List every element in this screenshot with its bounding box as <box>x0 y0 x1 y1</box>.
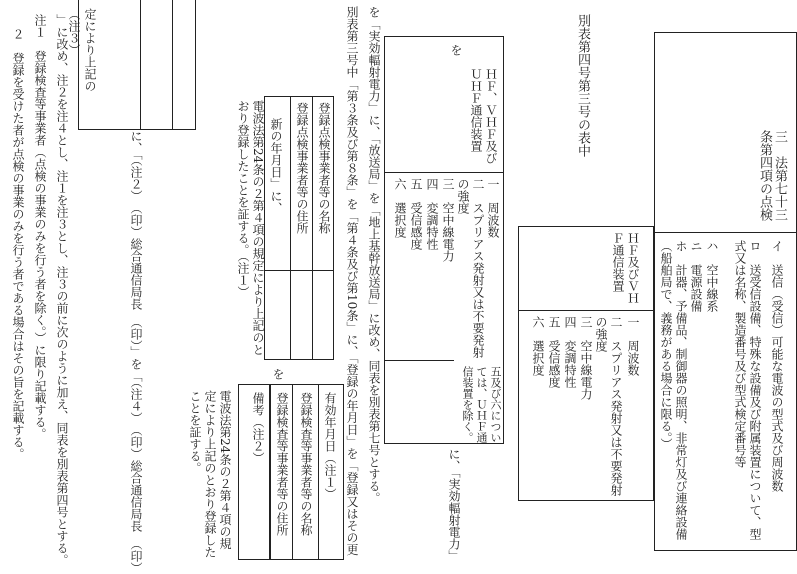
left-partial-col-1 <box>140 0 141 130</box>
left-item-2: 二 スプリアス発射又は不要発射の強度 <box>456 178 485 358</box>
left-item-5: 五 受信感度 <box>409 178 423 250</box>
middle-item-2: 二 スプリアス発射又は不要発射の強度 <box>594 316 623 496</box>
left-item-6: 六 選択度 <box>393 178 407 238</box>
form-a-name: 登録点検事業者等の名称 <box>317 102 331 234</box>
middle-table-head: ＨＦ及びＶＨＦ通信装置 <box>611 232 640 304</box>
form-a-cert: 電波法第24条の２第４項の規定により上記のとおり登録したことを証する。（注１） <box>236 100 265 356</box>
form-a-col-2 <box>312 96 313 360</box>
left-partial-col-2 <box>172 0 173 130</box>
left-table-divider-2 <box>384 360 454 361</box>
middle-item-6: 六 選択度 <box>531 316 545 376</box>
form-a-address: 登録点検事業者等の住所 <box>295 102 309 234</box>
left-partial-line2: （注３） <box>67 8 81 56</box>
right-item-ni: ニ 電源設備 <box>689 240 703 312</box>
middle-item-1: 一 周波数 <box>626 316 640 376</box>
note-2: ２ 登録を受けた者が点検の事業のみを行う者である場合はその旨を記載する。 <box>11 28 25 460</box>
left-table-note: 五及び六については、ＵＨＦ通信装置を除く。 <box>461 366 502 443</box>
left-partial-line1: 定により上記の <box>83 8 97 92</box>
body-line-2: 別表第三号中「第３条及び第８条」を「第４条及び第10条」に、「登録の年月日」を「登録又はその更 <box>345 6 359 556</box>
left-item-3: 三 空中線電力 <box>441 178 455 262</box>
right-item-ro: ロ 送受信設備、特殊な設備及び附属装置について、型式又は名称、製造番号及び型式検定番号等 <box>733 240 762 540</box>
body-line-3: 新の年月日」に、 <box>269 118 283 214</box>
form-b-address: 登録検査等事業者等の住所 <box>275 392 289 536</box>
middle-item-5: 五 受信感度 <box>547 316 561 388</box>
middle-suffix: に、「実効輻射電力」 <box>447 448 461 562</box>
left-item-1: 一 周波数 <box>486 178 500 238</box>
left-item-4: 四 変調特性 <box>425 178 439 250</box>
right-item-ho: ホ 計器、予備品、制御器の照明、非常灯及び連絡設備（船舶局で、義務がある場合に限る。） <box>659 240 688 540</box>
form-b-valid: 有効年月日（注１） <box>323 392 337 500</box>
form-b-name: 登録検査等事業者等の名称 <box>299 392 313 536</box>
middle-item-4: 四 変調特性 <box>563 316 577 388</box>
right-table-title: 三 法第七十三条第四項の点検 <box>757 130 787 221</box>
left-table-divider <box>384 172 504 173</box>
right-table-divider <box>654 232 797 233</box>
body-line-1: を「実効輻射電力」に、「放送局」を「地上基幹放送局」に改め、同表を別表第七号とする。 <box>367 6 381 504</box>
middle-item-3: 三 空中線電力 <box>579 316 593 400</box>
body-line-5: 」に改め、注２を注４とし、注１を注３とし、注３の前に次のように加え、同表を別表第四号とする。 <box>55 14 69 566</box>
form-b-col-2 <box>318 384 319 560</box>
left-table-prefix: を <box>449 44 463 56</box>
betsu-hyo-label: 別表第四号第三号の表中 <box>575 14 590 157</box>
form-b-prefix: を <box>271 368 285 380</box>
body-line-4: に、「（注２） （印）総合通信局長 （印）」を「（注４） （印）総合通信局長 （印） <box>129 130 143 574</box>
form-b-col-1 <box>292 384 293 560</box>
left-table-head: ＨＦ、ＶＨＦ及びＵＨＦ通信装置 <box>469 68 498 164</box>
note-1: 注１ 登録検査等事業者（点検の事業のみを行う者を除く。）に限り記載する。 <box>33 14 47 440</box>
form-a-divider <box>264 270 334 271</box>
right-item-ha: ハ 空中線系 <box>705 240 719 312</box>
form-b-cert: 電波法第24条の２第４項の規定により上記のとおり登録したことを証する。 <box>188 390 232 558</box>
form-a-col-1 <box>290 96 291 360</box>
middle-table-divider <box>518 310 654 311</box>
form-b-remarks: 備考（注２） <box>251 392 265 464</box>
right-item-i: イ 送信（受信）可能な電波の型式及び周波数 <box>770 240 784 492</box>
